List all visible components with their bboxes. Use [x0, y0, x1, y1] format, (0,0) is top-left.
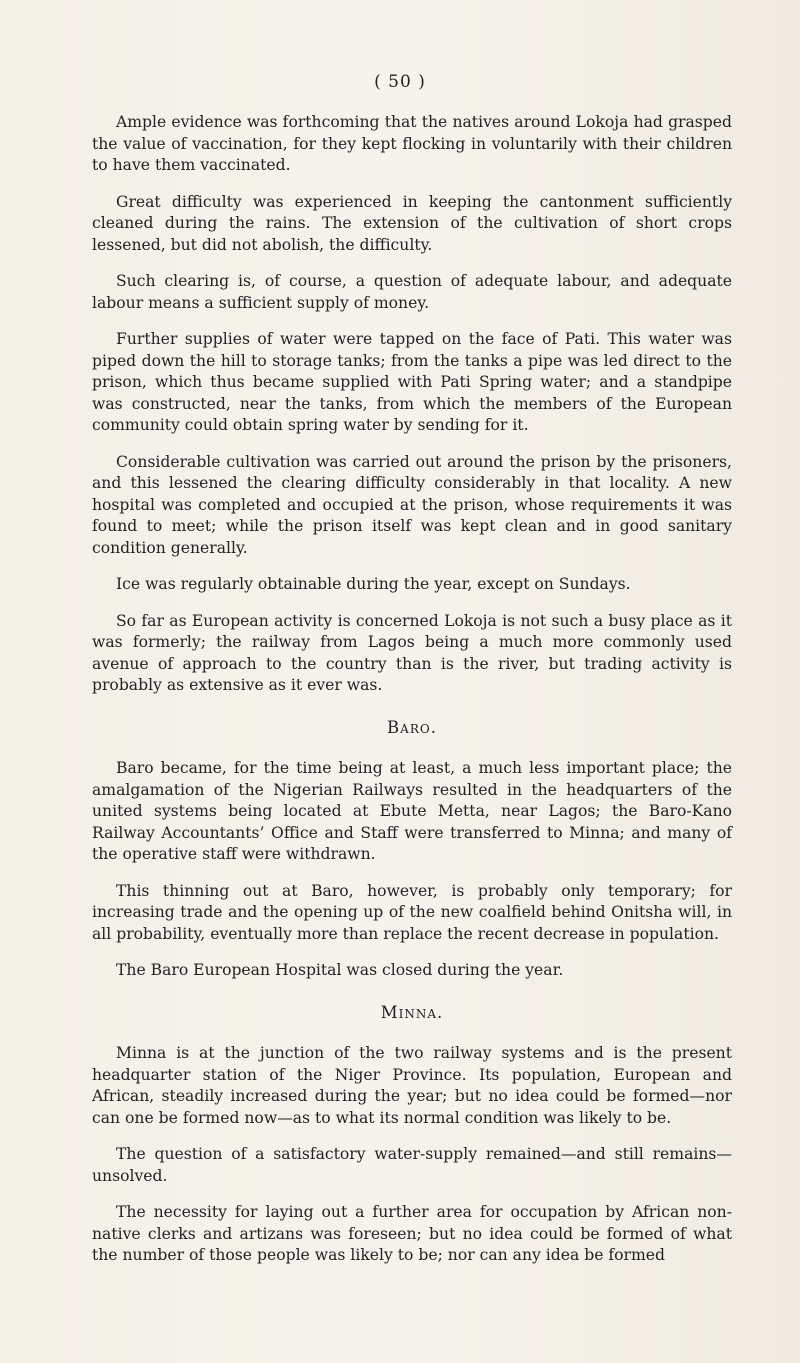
paragraph-continued: The necessity for laying out a further area for occupation by African non-native clerks and artizans was foreseen; but no idea could be formed of what the number of those people was likely to be; nor can any idea be formed [92, 1203, 732, 1264]
paragraph: Ample evidence was forthcoming that the natives around Lokoja had grasped the value of vaccination, for they kept flocking in voluntarily with their children to have them vaccinated. [92, 113, 732, 174]
paragraph: Minna is at the junction of the two railway systems and is the present headquarter station of the Niger Province. Its population, European and African, steadily increased during the year; but no idea could be formed—nor can one be formed now—as to what its normal condition was likely to be. [92, 1044, 732, 1127]
page-body [92, 112, 732, 1267]
section-heading-minna: Minna. [380, 1002, 444, 1022]
page-number: ( 50 ) [374, 72, 426, 92]
paragraph: Great difficulty was experienced in keeping the cantonment sufficiently cleaned during the rains. The extension of the cultivation of short crops lessened, but did not abolish, the difficulty. [92, 192, 732, 254]
paragraph: This thinning out at Baro, however, is probably only temporary; for increasing trade and the opening up of the new coalfield behind Onitsha will, in all probability, eventually more than replace the recent decrease in population. [92, 881, 732, 943]
paragraph: Ice was regularly obtainable during the year, except on Sundays. [116, 575, 631, 593]
paragraph: So far as European activity is concerned Lokoja is not such a busy place as it was formerly; the railway from Lagos being a much more commonly used avenue of approach to the country than is the river, but trading activity is probably as extensive as it ever was. [92, 611, 732, 694]
paragraph: The Baro European Hospital was closed during the year. [116, 961, 564, 979]
paragraph: The question of a satisfactory water-supply remained—and still remains—unsolved. [92, 1145, 732, 1185]
paragraph: Considerable cultivation was carried out around the prison by the prisoners, and this lessened the clearing difficulty considerably in that locality. A new hospital was completed and occupied at the prison, whose requirements it was found to meet; while the prison itself was kept clean and in good sanitary condition generally. [92, 452, 732, 557]
section-heading-baro: Baro. [387, 717, 437, 737]
paragraph: Such clearing is, of course, a question of adequate labour, and adequate labour means a sufficient supply of money. [92, 272, 732, 312]
paragraph: Further supplies of water were tapped on the face of Pati. This water was piped down the hill to storage tanks; from the tanks a pipe was led direct to the prison, which thus became supplied with Pati Spring water; and a standpipe was constructed, near the tanks, from which the members of the European community could obtain spring water by sending for it. [92, 330, 732, 434]
paragraph: Baro became, for the time being at least, a much less important place; the amalgamation of the Nigerian Railways resulted in the headquarters of the united systems being located at Ebute Metta, near Lagos; the Baro-Kano Railway Accountants’ Office and Staff were transferred to Minna; and many of the operative staff were withdrawn. [92, 759, 732, 863]
